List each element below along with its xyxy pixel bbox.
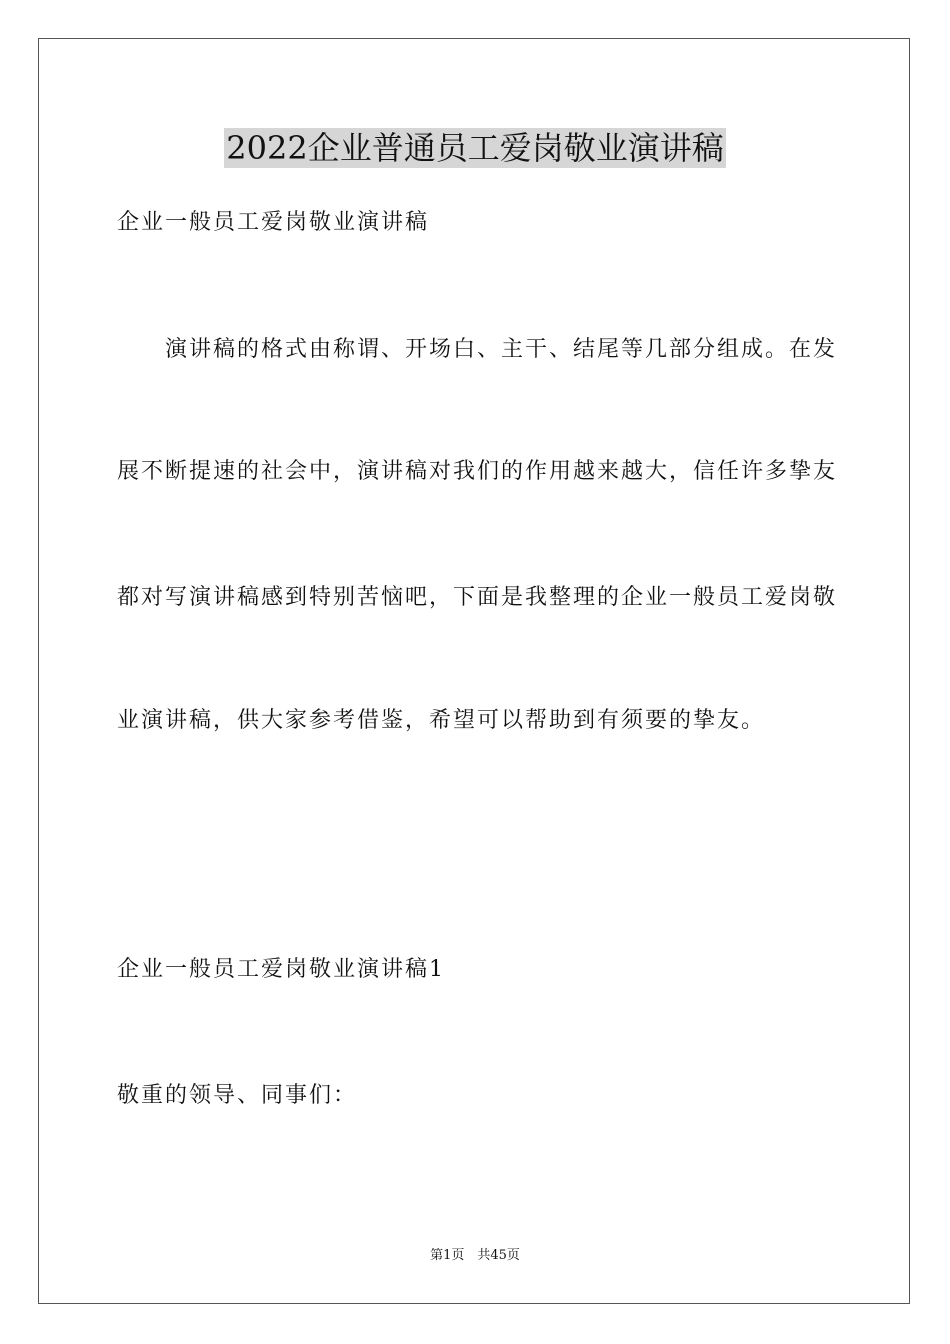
title-container — [0, 128, 950, 168]
document-subtitle: 企业一般员工爱岗敬业演讲稿 — [117, 210, 430, 235]
intro-line-4: 业演讲稿，供大家参考借鉴，希望可以帮助到有须要的挚友。 — [117, 708, 766, 733]
intro-line-3: 都对写演讲稿感到特别苦恼吧，下面是我整理的企业一般员工爱岗敬 — [117, 585, 838, 610]
intro-line-2: 展不断提速的社会中，演讲稿对我们的作用越来越大，信任许多挚友 — [117, 459, 838, 484]
page-number-footer: 第1页 共45页 — [430, 1248, 520, 1263]
salutation: 敬重的领导、同事们： — [117, 1083, 358, 1108]
document-title: 2022企业普通员工爱岗敬业演讲稿 — [226, 129, 724, 167]
section-heading: 企业一般员工爱岗敬业演讲稿1 — [117, 957, 445, 982]
intro-line-1: 演讲稿的格式由称谓、开场白、主干、结尾等几部分组成。在发 — [165, 337, 838, 362]
